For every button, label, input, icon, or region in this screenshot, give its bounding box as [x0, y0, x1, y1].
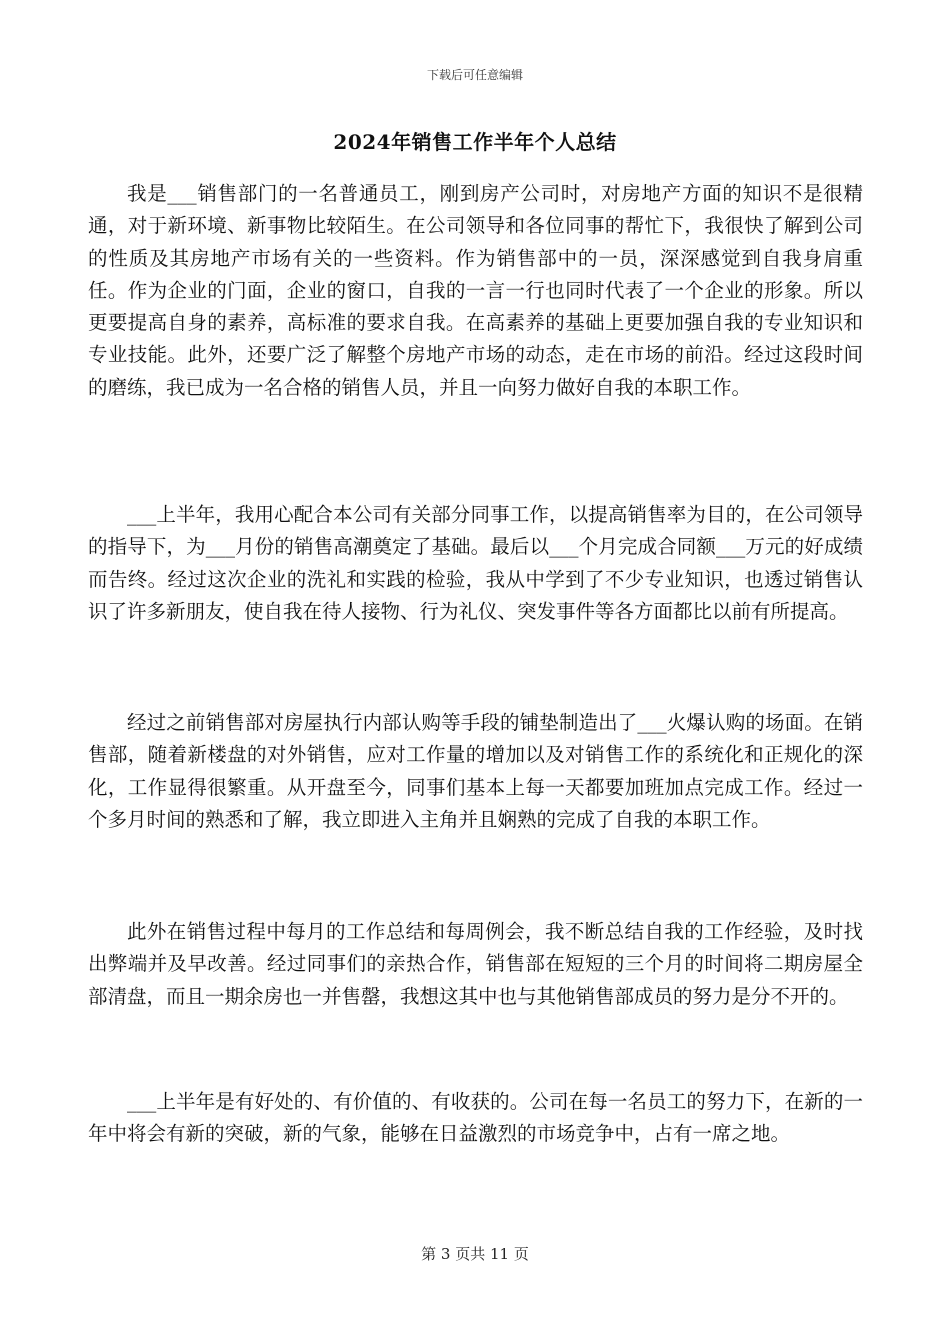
document-body [88, 178, 863, 428]
document-body-2 [88, 499, 863, 628]
paragraph-2: ___上半年，我用心配合本公司有关部分同事工作，以提高销售率为目的，在公司领导的指导下，为___月份的销售高潮奠定了基础。最后以___个月完成合同额___万元的好成绩而告终。经过这次企业的洗礼和实践的检验，我从中学到了不少专业知识，也透过销售认识了许多新朋友，使自我在待人接物、行为礼仪、突发事件等各方面都比以前有所提高。 [88, 503, 863, 623]
header-note: 下载后可任意编辑 [426, 68, 523, 82]
paragraph-1: 我是___销售部门的一名普通员工，刚到房产公司时，对房地产方面的知识不是很精通，对于新环境、新事物比较陌生。在公司领导和各位同事的帮忙下，我很快了解到公司的性质及其房地产市场有关的一些资料。作为销售部中的一员，深深感觉到自我身肩重任。作为企业的门面，企业的窗口，自我的一言一行也同时代表了一个企业的形象。所以更要提高自身的素养，高标准的要求自我。在高素养的基础上更要加强自我的专业知识和专业技能。此外，还要广泛了解整个房地产市场的动态，走在市场的前沿。经过这段时间的磨练，我已成为一名合格的销售人员，并且一向努力做好自我的本职工作。 [88, 182, 863, 399]
document-body-3 [88, 707, 863, 836]
paragraph-4: 此外在销售过程中每月的工作总结和每周例会，我不断总结自我的工作经验，及时找出弊端并及早改善。经过同事们的亲热合作，销售部在短短的三个月的时间将二期房屋全部清盘，而且一期余房也一并售罄，我想这其中也与其他销售部成员的努力是分不开的。 [88, 920, 863, 1008]
document-body-5 [88, 1086, 863, 1151]
paragraph-5: ___上半年是有好处的、有价值的、有收获的。公司在每一名员工的努力下，在新的一年中将会有新的突破，新的气象，能够在日益激烈的市场竞争中，占有一席之地。 [88, 1090, 863, 1146]
document-body-4 [88, 916, 863, 1013]
page-number: 第 3 页共 11 页 [421, 1245, 529, 1263]
document-title: 2024年销售工作半年个人总结 [333, 130, 617, 154]
paragraph-3: 经过之前销售部对房屋执行内部认购等手段的铺垫制造出了___火爆认购的场面。在销售部，随着新楼盘的对外销售，应对工作量的增加以及对销售工作的系统化和正规化的深化，工作显得很繁重。从开盘至今，同事们基本上每一天都要加班加点完成工作。经过一个多月时间的熟悉和了解，我立即进入主角并且娴熟的完成了自我的本职工作。 [88, 711, 863, 831]
